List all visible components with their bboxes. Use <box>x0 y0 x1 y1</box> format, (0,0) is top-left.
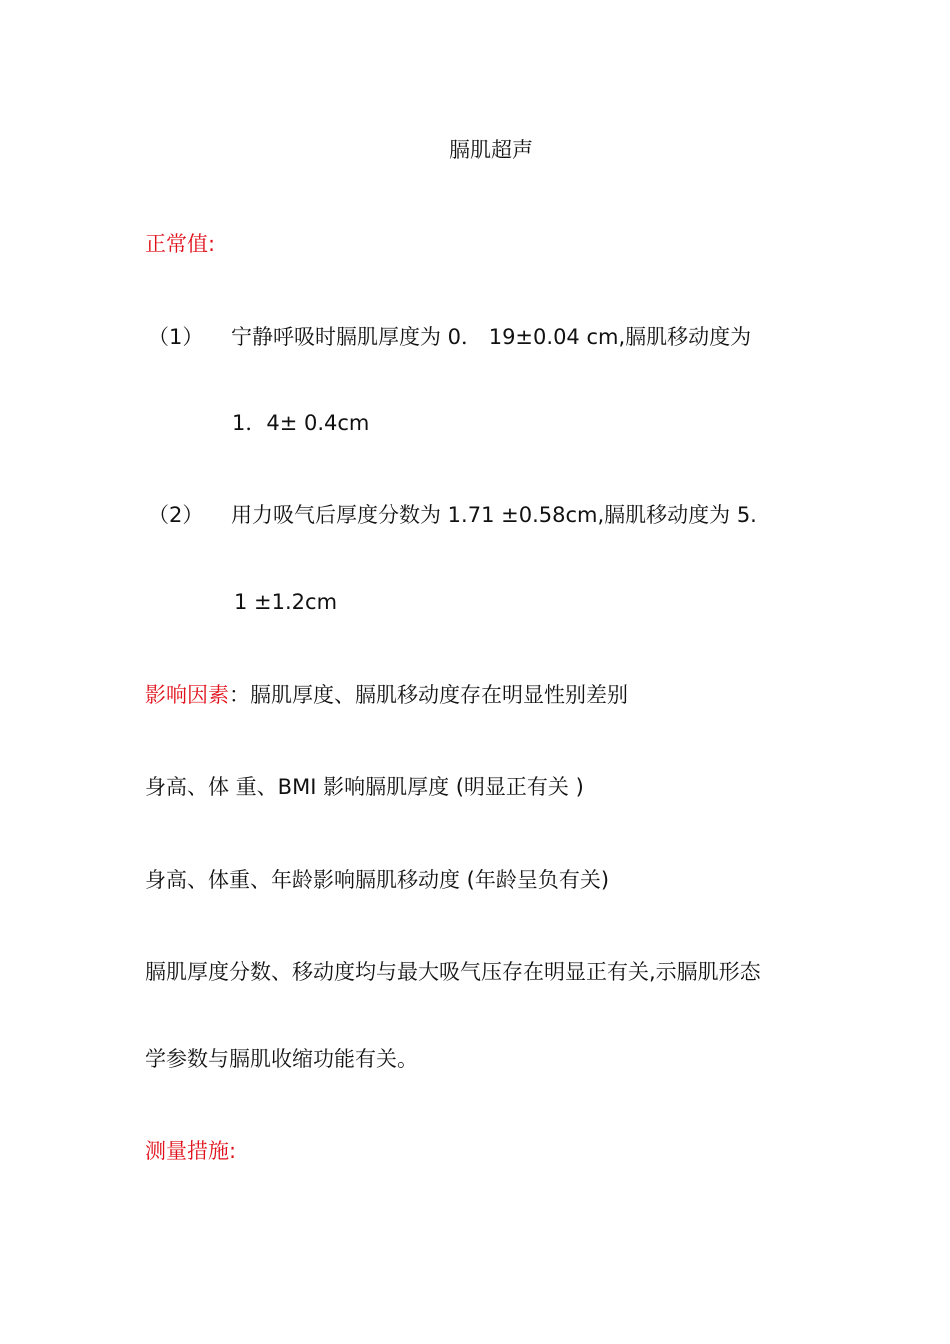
factor-line-3: 膈肌厚度分数、移动度均与最大吸气压存在明显正有关,示膈肌形态 <box>145 960 761 984</box>
factor-line-4: 学参数与膈肌收缩功能有关。 <box>145 1047 418 1071</box>
item-2-text-line-2: 1 ±1.2cm <box>234 590 338 614</box>
factors-first-text: 膈肌厚度、膈肌移动度存在明显性别差别 <box>250 683 628 707</box>
item-number-2: （2） <box>148 503 204 527</box>
item-1-text-line-2: 1．4± 0.4cm <box>232 411 370 435</box>
section-heading-factors: 影响因素 <box>145 683 229 707</box>
factors-heading-separator: ： <box>229 683 250 707</box>
section-heading-normal-values: 正常值: <box>145 232 216 256</box>
item-2-text-line-1: 用力吸气后厚度分数为 1.71 ±0.58cm,膈肌移动度为 5. <box>231 503 757 527</box>
page-title: 膈肌超声 <box>449 138 533 162</box>
section-heading-measurement-methods: 测量措施: <box>145 1139 237 1163</box>
item-1-text-line-1: 宁静呼吸时膈肌厚度为 0． 19±0.04 cm,膈肌移动度为 <box>231 325 752 349</box>
factors-paragraph <box>145 681 628 709</box>
factor-line-2: 身高、体重、年龄影响膈肌移动度 (年龄呈负有关) <box>145 868 610 892</box>
factor-line-1: 身高、体 重、BMI 影响膈肌厚度 (明显正有关 ) <box>145 775 584 799</box>
item-number-1: （1） <box>148 325 204 349</box>
